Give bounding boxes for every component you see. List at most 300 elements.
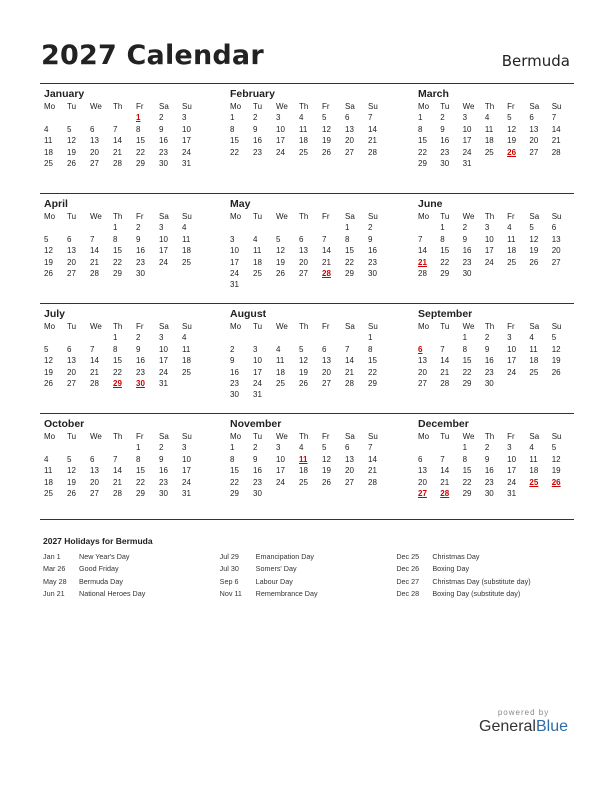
day-cell: 6 xyxy=(529,113,534,123)
week-row xyxy=(226,477,414,488)
weekday-label: We xyxy=(276,102,288,111)
day-cell: 27 xyxy=(529,147,539,157)
day-cell: 12 xyxy=(67,466,76,476)
day-cell: 26 xyxy=(67,158,76,168)
day-cell: 25 xyxy=(44,488,53,498)
day-cell: 18 xyxy=(299,466,308,476)
holiday-name: Boxing Day xyxy=(432,564,470,574)
day-cell: 3 xyxy=(159,223,164,233)
day-cell: 16 xyxy=(484,356,494,366)
day-cell: 2 xyxy=(136,333,141,343)
day-cell: 5 xyxy=(44,234,49,244)
day-cell: 7 xyxy=(551,113,557,123)
weekday-label: Fr xyxy=(507,322,515,331)
day-cell: 9 xyxy=(462,234,468,244)
day-cell: 22 xyxy=(230,477,239,487)
day-cell: 23 xyxy=(136,367,145,377)
week-row xyxy=(226,234,414,245)
month-name: December xyxy=(418,418,469,430)
quarter-row xyxy=(40,303,574,413)
day-cell: 12 xyxy=(551,344,561,354)
day-cell: 24 xyxy=(276,477,285,487)
day-cell: 19 xyxy=(44,257,53,267)
day-cell: 16 xyxy=(368,246,377,256)
day-cell: 26 xyxy=(44,378,53,388)
day-cell: 23 xyxy=(440,147,450,157)
week-row xyxy=(414,124,574,135)
weekday-label: Fr xyxy=(322,212,330,221)
day-cell: 29 xyxy=(230,488,239,498)
day-cell: 19 xyxy=(529,246,539,256)
day-cell: 21 xyxy=(90,367,99,377)
day-cell xyxy=(182,268,205,279)
day-cell: 17 xyxy=(484,246,494,256)
weekday-label: Tu xyxy=(253,432,263,441)
day-cell: 19 xyxy=(551,356,561,366)
day-cell: 13 xyxy=(90,466,99,476)
day-cell: 9 xyxy=(159,124,164,134)
week-row xyxy=(414,454,574,465)
week-row xyxy=(40,268,226,279)
day-cell: 10 xyxy=(182,124,191,134)
day-cell: 21 xyxy=(90,257,99,267)
weekday-label: Su xyxy=(368,212,378,221)
weekday-label: We xyxy=(462,432,475,441)
day-cell: 28 xyxy=(113,488,122,498)
day-cell: 14 xyxy=(90,356,99,366)
day-cell xyxy=(345,389,368,400)
day-cell: 17 xyxy=(182,136,191,146)
day-cell: 6 xyxy=(90,454,95,464)
day-cell: 11 xyxy=(182,344,191,354)
week-row xyxy=(226,279,414,290)
day-cell: 2 xyxy=(159,443,164,453)
day-cell: 27 xyxy=(67,378,76,388)
week-row xyxy=(414,332,574,343)
week-row xyxy=(226,135,414,146)
day-cell: 8 xyxy=(113,234,118,244)
day-cell: 14 xyxy=(322,246,331,256)
generalblue-logo xyxy=(479,718,568,736)
day-cell xyxy=(67,222,90,233)
day-cell: 19 xyxy=(44,367,53,377)
day-cell: 28 xyxy=(90,378,99,388)
day-cell: 29 xyxy=(462,488,472,498)
day-cell: 27 xyxy=(90,488,99,498)
holidays-title: 2027 Holidays for Bermuda xyxy=(43,536,153,546)
quarter-row xyxy=(40,83,574,193)
day-cell: 16 xyxy=(484,466,494,476)
month-november xyxy=(226,414,414,519)
day-cell: 10 xyxy=(159,344,168,354)
day-cell xyxy=(322,332,345,343)
week-row xyxy=(40,355,226,366)
week-row xyxy=(40,124,226,135)
weekday-label: Mo xyxy=(44,322,56,331)
day-cell: 11 xyxy=(484,124,494,134)
day-cell: 20 xyxy=(90,477,99,487)
day-cell: 20 xyxy=(529,136,539,146)
day-cell: 17 xyxy=(253,367,262,377)
weekday-label: Mo xyxy=(230,212,242,221)
day-cell: 30 xyxy=(159,158,168,168)
weekday-label: Su xyxy=(368,432,378,441)
day-cell: 15 xyxy=(230,136,239,146)
day-cell: 15 xyxy=(136,466,145,476)
weekday-label: Sa xyxy=(529,102,540,111)
day-cell: 8 xyxy=(462,344,468,354)
day-cell xyxy=(440,332,462,343)
week-row xyxy=(40,344,226,355)
holiday-name: Bermuda Day xyxy=(79,576,123,586)
day-cell: 22 xyxy=(418,147,427,157)
day-cell: 3 xyxy=(253,344,258,354)
weekday-header xyxy=(40,431,226,442)
day-cell: 17 xyxy=(276,136,285,146)
day-cell: 13 xyxy=(90,136,99,146)
day-cell: 23 xyxy=(253,147,262,157)
day-cell: 9 xyxy=(484,344,490,354)
week-row xyxy=(226,257,414,268)
week-row xyxy=(414,245,574,256)
month-name: January xyxy=(44,88,85,100)
day-cell xyxy=(345,488,368,499)
day-cell: 28 xyxy=(368,477,377,487)
day-cell: 9 xyxy=(253,454,258,464)
holiday-day-cell: 26 xyxy=(507,147,517,157)
day-cell: 4 xyxy=(44,124,49,134)
day-cell xyxy=(485,268,507,279)
weekday-label: We xyxy=(276,322,288,331)
weekday-label: Th xyxy=(484,212,495,221)
day-cell: 9 xyxy=(159,454,164,464)
holidays-list xyxy=(43,551,573,600)
day-cell: 3 xyxy=(507,333,512,343)
month-name: May xyxy=(230,198,251,210)
day-cell xyxy=(230,332,253,343)
week-row xyxy=(226,454,414,465)
month-name: August xyxy=(230,308,267,320)
day-cell: 19 xyxy=(507,136,517,146)
holiday-day-cell: 1 xyxy=(136,113,141,123)
day-cell xyxy=(90,332,113,343)
day-cell: 1 xyxy=(418,113,423,123)
day-cell: 6 xyxy=(345,443,350,453)
weekday-label: Fr xyxy=(507,432,515,441)
day-cell: 12 xyxy=(44,356,53,366)
day-cell xyxy=(299,488,322,499)
weekday-label: Mo xyxy=(418,102,430,111)
day-cell: 8 xyxy=(136,124,141,134)
day-cell: 18 xyxy=(182,246,191,256)
weekday-label: Tu xyxy=(67,212,77,221)
weekday-label: Mo xyxy=(230,432,242,441)
day-cell: 1 xyxy=(230,443,235,453)
month-name: September xyxy=(418,308,473,320)
day-cell: 20 xyxy=(551,246,561,256)
brand-footer[interactable] xyxy=(479,708,568,736)
week-row xyxy=(414,465,574,476)
day-cell: 8 xyxy=(113,344,118,354)
day-cell: 15 xyxy=(462,356,472,366)
weekday-label: Sa xyxy=(529,322,540,331)
day-cell: 26 xyxy=(551,367,561,377)
week-row xyxy=(226,389,414,400)
day-cell: 7 xyxy=(113,124,118,134)
weekday-label: Sa xyxy=(159,102,169,111)
day-cell: 30 xyxy=(440,158,450,168)
day-cell: 6 xyxy=(551,223,557,233)
logo-blue: Blue xyxy=(535,718,568,735)
weekday-header xyxy=(226,101,414,112)
holiday-name: Somers' Day xyxy=(255,564,297,574)
day-cell: 2 xyxy=(440,113,445,123)
day-cell: 15 xyxy=(440,246,450,256)
holiday-name: Christmas Day xyxy=(432,552,480,561)
day-cell xyxy=(418,332,440,343)
weekday-label: Th xyxy=(299,212,309,221)
day-cell: 21 xyxy=(368,136,377,146)
day-cell: 2 xyxy=(484,443,490,453)
day-cell: 26 xyxy=(67,488,76,498)
day-cell: 27 xyxy=(418,378,427,388)
week-row xyxy=(414,147,574,158)
day-cell: 18 xyxy=(529,356,539,366)
day-cell: 28 xyxy=(440,378,450,388)
month-october xyxy=(40,414,226,519)
week-row xyxy=(226,355,414,366)
holiday-name: Remembrance Day xyxy=(255,588,318,598)
day-cell: 19 xyxy=(322,466,331,476)
day-cell: 28 xyxy=(345,378,354,388)
day-cell: 18 xyxy=(276,367,285,377)
weekday-label: We xyxy=(276,212,288,221)
day-cell: 14 xyxy=(90,246,99,256)
day-cell: 3 xyxy=(484,223,490,233)
holidays-column xyxy=(220,551,397,600)
day-cell: 14 xyxy=(418,246,427,256)
day-cell: 25 xyxy=(44,158,53,168)
day-cell: 14 xyxy=(551,124,561,134)
day-cell: 14 xyxy=(368,124,377,134)
weekday-label: Sa xyxy=(159,212,169,221)
week-row xyxy=(226,245,414,256)
day-cell: 13 xyxy=(418,466,427,476)
month-june xyxy=(414,194,574,303)
month-february xyxy=(226,84,414,193)
day-cell: 17 xyxy=(159,356,168,366)
day-cell: 3 xyxy=(230,234,235,244)
weekday-header xyxy=(40,101,226,112)
day-cell xyxy=(507,268,529,279)
weekday-label: We xyxy=(90,322,102,331)
holiday-item xyxy=(396,576,573,588)
day-cell: 31 xyxy=(182,158,191,168)
weekday-header xyxy=(414,431,574,442)
day-cell: 21 xyxy=(551,136,561,146)
day-cell: 8 xyxy=(230,454,235,464)
day-cell: 3 xyxy=(276,113,281,123)
day-cell xyxy=(529,488,551,499)
day-cell xyxy=(507,378,529,389)
day-cell: 24 xyxy=(182,477,191,487)
day-cell: 1 xyxy=(368,333,373,343)
holiday-day-cell: 27 xyxy=(418,488,427,498)
holiday-item xyxy=(43,576,220,588)
week-row xyxy=(226,222,414,233)
holiday-name: Emancipation Day xyxy=(255,552,315,561)
day-cell: 5 xyxy=(529,223,534,233)
day-cell: 21 xyxy=(322,257,331,267)
week-row xyxy=(226,268,414,279)
weekday-label: We xyxy=(90,212,102,221)
day-cell: 1 xyxy=(345,223,350,233)
day-cell xyxy=(368,279,391,290)
weekday-label: Su xyxy=(551,432,562,441)
weekday-header xyxy=(226,321,414,332)
holiday-name: Christmas Day (substitute day) xyxy=(432,576,531,586)
week-row xyxy=(226,488,414,499)
month-name: March xyxy=(418,88,449,100)
day-cell: 15 xyxy=(345,246,354,256)
weekday-label: Tu xyxy=(253,212,263,221)
day-cell: 22 xyxy=(136,147,145,157)
day-cell: 29 xyxy=(462,378,472,388)
month-december xyxy=(414,414,574,519)
week-row xyxy=(226,344,414,355)
day-cell: 10 xyxy=(462,124,472,134)
day-cell: 7 xyxy=(440,454,445,464)
day-cell: 11 xyxy=(529,344,538,354)
day-cell xyxy=(253,332,276,343)
day-cell xyxy=(299,389,322,400)
weekday-label: Th xyxy=(484,322,495,331)
day-cell: 15 xyxy=(136,136,145,146)
day-cell xyxy=(90,222,113,233)
day-cell: 23 xyxy=(462,257,472,267)
day-cell: 25 xyxy=(299,147,308,157)
day-cell: 11 xyxy=(276,356,285,366)
day-cell: 6 xyxy=(418,454,423,464)
day-cell xyxy=(418,222,440,233)
weekday-label: Mo xyxy=(44,212,56,221)
day-cell: 12 xyxy=(507,124,517,134)
month-july xyxy=(40,304,226,413)
country-name: Bermuda xyxy=(501,52,570,70)
weekday-header xyxy=(414,321,574,332)
day-cell: 31 xyxy=(230,280,239,290)
day-cell: 13 xyxy=(529,124,539,134)
day-cell: 25 xyxy=(182,367,191,377)
week-row xyxy=(40,147,226,158)
weekday-label: Sa xyxy=(159,432,169,441)
holiday-day-cell: 25 xyxy=(529,477,539,487)
holiday-name: Labour Day xyxy=(255,576,293,586)
day-cell: 27 xyxy=(345,477,354,487)
holiday-item xyxy=(220,551,397,563)
holiday-date: Jul 29 xyxy=(219,552,239,561)
weekday-label: Sa xyxy=(529,432,540,441)
day-cell: 16 xyxy=(440,136,450,146)
day-cell: 23 xyxy=(159,477,168,487)
day-cell: 9 xyxy=(440,124,445,134)
week-row xyxy=(414,355,574,366)
day-cell xyxy=(90,442,113,453)
day-cell: 5 xyxy=(322,443,327,453)
day-cell: 8 xyxy=(345,234,350,244)
day-cell: 16 xyxy=(253,136,262,146)
day-cell: 2 xyxy=(368,223,373,233)
holiday-date: Jun 21 xyxy=(43,588,65,598)
day-cell xyxy=(529,378,551,389)
day-cell: 9 xyxy=(368,234,373,244)
day-cell: 8 xyxy=(440,234,445,244)
day-cell: 8 xyxy=(462,454,468,464)
day-cell xyxy=(44,112,67,123)
day-cell: 12 xyxy=(44,246,53,256)
week-row xyxy=(40,477,226,488)
day-cell: 11 xyxy=(529,454,538,464)
day-cell xyxy=(322,279,345,290)
weekday-label: Th xyxy=(299,432,309,441)
weekday-label: Su xyxy=(551,212,562,221)
holiday-item xyxy=(43,551,220,563)
day-cell: 27 xyxy=(299,268,308,278)
holiday-day-cell: 28 xyxy=(440,488,450,498)
day-cell: 11 xyxy=(299,124,308,134)
day-cell: 24 xyxy=(159,367,168,377)
weekday-label: Sa xyxy=(529,212,540,221)
day-cell: 24 xyxy=(253,378,262,388)
week-row xyxy=(40,222,226,233)
day-cell xyxy=(230,222,253,233)
weekday-label: Mo xyxy=(418,322,430,331)
day-cell: 27 xyxy=(67,268,76,278)
day-cell xyxy=(368,488,391,499)
day-cell: 23 xyxy=(368,257,377,267)
day-cell: 22 xyxy=(113,257,122,267)
day-cell: 2 xyxy=(253,113,258,123)
day-cell: 5 xyxy=(551,333,557,343)
day-cell: 14 xyxy=(368,454,377,464)
day-cell: 7 xyxy=(90,344,95,354)
day-cell: 23 xyxy=(230,378,239,388)
day-cell: 10 xyxy=(484,234,494,244)
holiday-item xyxy=(396,563,573,575)
day-cell xyxy=(322,389,345,400)
day-cell: 4 xyxy=(276,344,281,354)
day-cell: 31 xyxy=(462,158,472,168)
day-cell: 7 xyxy=(113,454,118,464)
holiday-item xyxy=(396,551,573,563)
weekday-label: Tu xyxy=(440,212,450,221)
weekday-label: Sa xyxy=(159,322,169,331)
day-cell: 13 xyxy=(345,124,354,134)
day-cell: 20 xyxy=(345,136,354,146)
day-cell: 24 xyxy=(276,147,285,157)
day-cell: 4 xyxy=(507,223,512,233)
day-cell: 27 xyxy=(90,158,99,168)
day-cell: 1 xyxy=(136,443,141,453)
week-row xyxy=(40,112,226,123)
day-cell: 19 xyxy=(322,136,331,146)
day-cell: 8 xyxy=(230,124,235,134)
day-cell: 22 xyxy=(462,477,472,487)
month-march xyxy=(414,84,574,193)
weekday-label: Sa xyxy=(345,102,355,111)
day-cell xyxy=(182,378,205,389)
day-cell xyxy=(299,222,322,233)
